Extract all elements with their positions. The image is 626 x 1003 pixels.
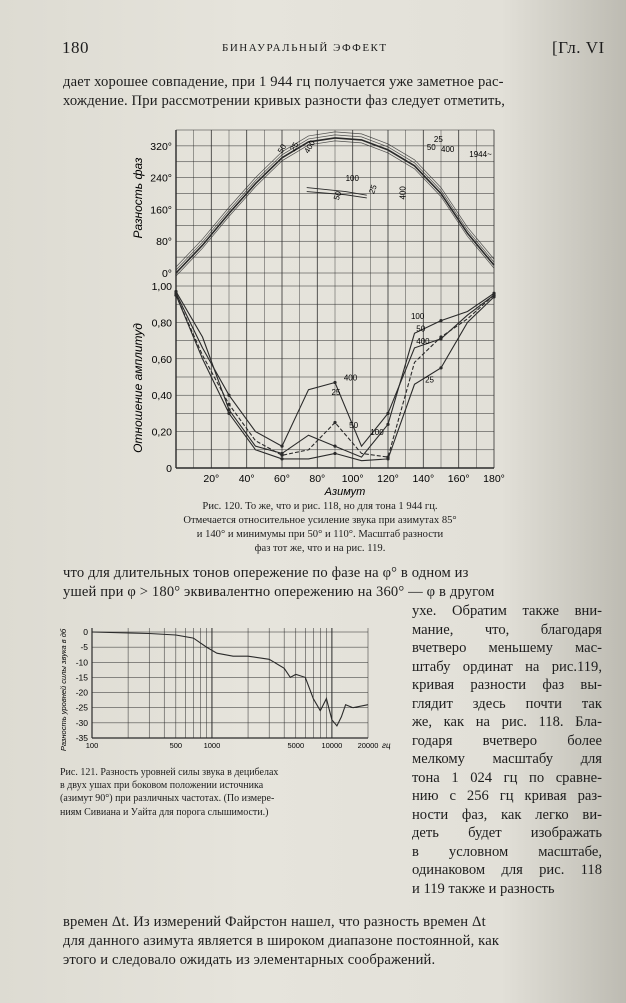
- curve-label: 25: [433, 134, 443, 144]
- caption-line: ниям Сивиана и Уайта для порога слышимости.): [60, 806, 269, 818]
- amplitude-point: [333, 381, 336, 384]
- amplitude-point: [333, 445, 336, 448]
- x-tick-label: 40°: [238, 473, 255, 485]
- x-axis-unit: гц: [382, 741, 391, 750]
- figure-120: [112, 108, 512, 500]
- x-tick-label: 20°: [203, 473, 220, 485]
- caption-line: Отмечается относительное усиление звука при азимутах 85°: [183, 515, 457, 526]
- text-line: ухе. Обратим также вни-: [412, 603, 602, 619]
- caption-line: в двух ушах при боковом положении источника: [60, 780, 264, 792]
- amplitude-tick-label: 0,20: [151, 426, 172, 439]
- amplitude-tick-label: 0: [166, 463, 172, 475]
- x-tick-label: 160°: [447, 473, 470, 485]
- chapter-marker: [Гл. VI: [552, 38, 605, 57]
- x-tick-label: 60°: [274, 473, 290, 485]
- text-line: вчетверо меньшему мас-: [412, 640, 602, 656]
- y-tick-label: -25: [75, 702, 88, 713]
- amplitude-point: [227, 412, 230, 415]
- text-line: нию с 256 гц кривая раз-: [412, 788, 602, 804]
- curve-label: 25: [288, 140, 301, 153]
- y-tick-label: -30: [75, 717, 88, 728]
- curve-label: 50: [426, 142, 436, 152]
- amplitude-tick-label: 0,40: [151, 390, 172, 403]
- figure-121: [52, 610, 412, 760]
- side-column-text: [412, 602, 602, 898]
- figure-121-caption: [60, 766, 278, 819]
- amplitude-point: [439, 366, 442, 369]
- x-tick-label: 140°: [412, 473, 435, 485]
- text-line: дает хорошее совпадение, при 1 944 гц получается уже заметное рас-: [63, 74, 504, 90]
- curve-label: 100: [345, 173, 359, 183]
- curve-label: 100: [370, 428, 384, 438]
- curve-label: 50: [275, 142, 289, 155]
- curve-label: 400: [416, 337, 430, 347]
- text-line: деть будет изображать: [412, 825, 602, 841]
- text-line: и 119 также и разность: [412, 880, 555, 897]
- x-tick-label: 500: [169, 741, 183, 750]
- amplitude-point: [174, 294, 177, 297]
- curve-label: 400: [398, 186, 408, 200]
- text-line: годаря вчетверо более: [412, 732, 602, 749]
- amplitude-point: [439, 335, 442, 338]
- text-line: хождение. При рассмотрении кривых разности фаз следует отметить,: [63, 93, 506, 109]
- text-line: этого и следовало ожидать из элементарных соображений.: [63, 952, 436, 968]
- amplitude-tick-label: 0,80: [151, 317, 172, 330]
- curve-label: 400: [343, 373, 358, 383]
- amplitude-point: [333, 421, 336, 424]
- x-tick-label: 10000: [321, 741, 343, 750]
- y-axis-title-amplitude: Отношение амплитуд: [131, 323, 145, 453]
- amplitude-point: [227, 403, 230, 406]
- amplitude-tick-label: 1,00: [151, 281, 172, 293]
- figure-121-grid: [76, 627, 391, 750]
- y-axis-title-phase: Разность фаз: [131, 157, 145, 239]
- y-tick-label: -10: [75, 657, 88, 668]
- text-line: же, как на рис. 118. Бла-: [412, 714, 602, 730]
- amplitude-point: [333, 452, 336, 455]
- curve-label: 400: [441, 144, 455, 154]
- x-tick-label: 1000: [203, 741, 221, 750]
- x-tick-label: 80°: [309, 473, 326, 485]
- y-tick-label: -5: [80, 642, 88, 653]
- amplitude-point: [227, 394, 230, 397]
- text-line: штабу ординат на рис.119,: [412, 658, 602, 675]
- curve-label: 50: [416, 324, 426, 334]
- y-tick-label: -15: [75, 672, 88, 683]
- curve-label: 1944~: [469, 150, 492, 160]
- text-line: в условном масштабе,: [412, 843, 602, 860]
- caption-line: фаз тот же, что и на рис. 119.: [254, 543, 386, 554]
- phase-tick-label: 80°: [156, 236, 172, 249]
- phase-tick-label: 320°: [150, 140, 172, 153]
- amplitude-point: [386, 412, 389, 415]
- curve-label: 400: [302, 138, 317, 155]
- amplitude-point: [439, 319, 442, 322]
- caption-line: Рис. 120. То же, что и рис. 118, но для тона 1 944 гц.: [202, 501, 438, 512]
- x-tick-label: 5000: [287, 741, 305, 750]
- phase-tick-label: 240°: [150, 172, 172, 185]
- y-axis-title: Разность уровней силы звука в дб: [59, 628, 68, 752]
- text-line: мелкому масштабу для: [412, 751, 602, 767]
- curve-label: 25: [331, 388, 341, 398]
- amplitude-point: [492, 295, 495, 298]
- caption-line: Рис. 121. Разность уровней силы звука в децибелах: [60, 767, 279, 778]
- caption-line: и 140° и минимумы при 50° и 110°. Масштаб разности: [196, 529, 444, 540]
- amplitude-point: [280, 445, 283, 448]
- amplitude-point: [386, 457, 389, 460]
- curve-label: 50: [349, 420, 359, 430]
- phase-tick-label: 0°: [161, 268, 172, 280]
- text-line: кривая разности фаз вы-: [412, 677, 602, 693]
- figure-120-caption: [120, 500, 520, 556]
- curve-label: 25: [367, 183, 379, 196]
- text-line: мание, что, благодаря: [412, 621, 602, 638]
- text-line: для данного азимута является в широком диапазоне постоянной, как: [63, 933, 500, 949]
- caption-line: (азимут 90°) при различных частотах. (По измере-: [60, 793, 275, 805]
- text-line: времен Δt. Из измерений Файрстон нашел, что разность времен Δt: [63, 914, 486, 930]
- page-number: 180: [62, 38, 89, 57]
- x-tick-label: 180°: [483, 473, 505, 485]
- phase-tick-label: 160°: [150, 204, 172, 217]
- x-tick-label: 20000: [357, 741, 379, 750]
- amplitude-point: [280, 454, 283, 457]
- y-tick-label: -35: [75, 733, 88, 743]
- curve-label: 25: [425, 375, 435, 385]
- x-tick-label: 100°: [341, 473, 364, 485]
- x-tick-label: 120°: [377, 473, 399, 485]
- x-tick-label: 100: [85, 741, 99, 750]
- y-tick-label: 0: [83, 627, 88, 637]
- figure-120-grid: [150, 130, 505, 485]
- y-tick-label: -20: [75, 687, 88, 698]
- text-line: ушей при φ > 180° эквивалентно опережению на 360° — φ в другом: [63, 584, 495, 600]
- text-line: тона 1 024 гц по сравне-: [412, 769, 602, 786]
- amplitude-point: [280, 457, 283, 460]
- x-axis-title: Азимут: [324, 486, 366, 498]
- amplitude-point: [386, 423, 389, 426]
- curve-label: 100: [410, 311, 425, 321]
- running-title: БИНАУРАЛЬНЫЙ ЭФФЕКТ: [222, 42, 388, 54]
- text-line: ности фаз, как легко ви-: [412, 806, 602, 823]
- curve-label: 50: [331, 189, 344, 202]
- text-line: одинаковом для рис. 118: [412, 862, 602, 878]
- text-line: глядит здесь почти так: [412, 695, 602, 712]
- amplitude-tick-label: 0,60: [151, 353, 172, 366]
- text-line: что для длительных тонов опережение по фазе на φ° в одном из: [63, 565, 469, 581]
